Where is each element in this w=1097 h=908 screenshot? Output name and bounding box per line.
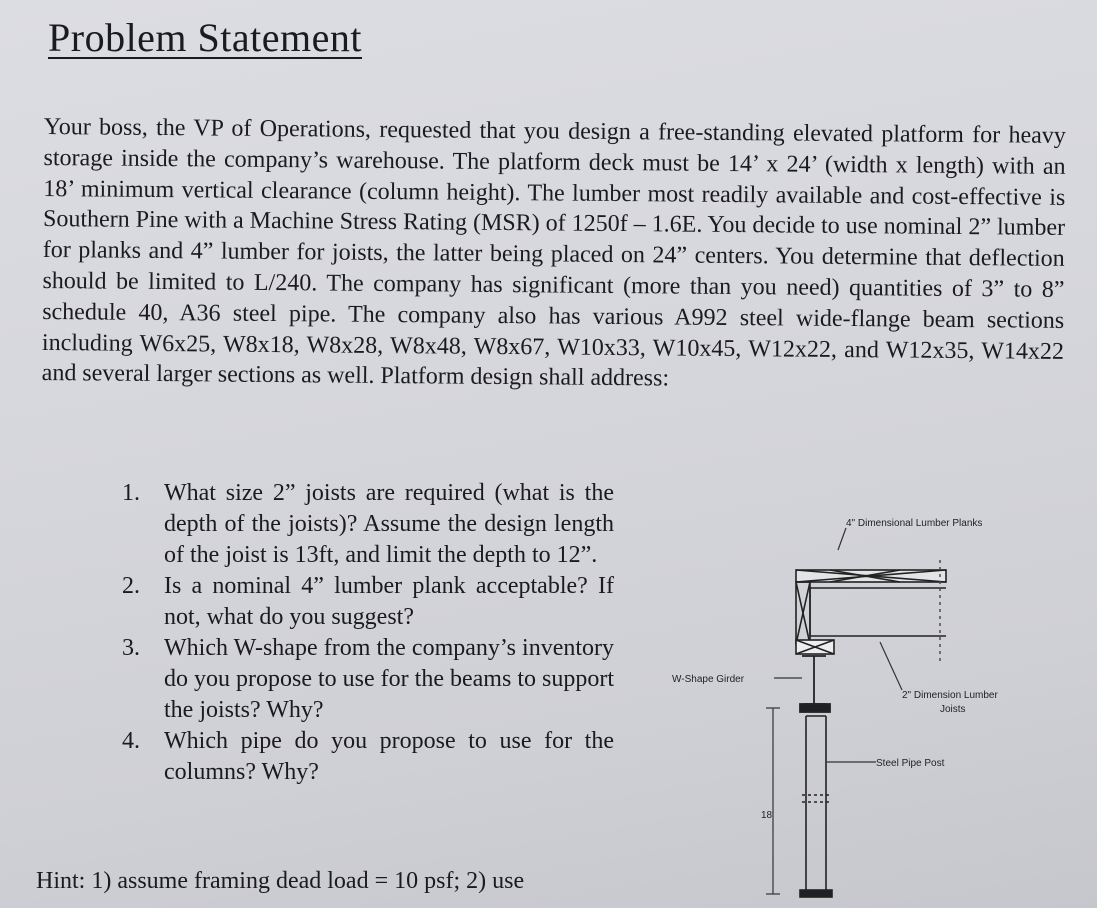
question-number: 2. (122, 573, 140, 599)
question-number: 4. (122, 728, 140, 754)
leader-lines (774, 528, 902, 762)
planks-label: 4" Dimensional Lumber Planks (846, 518, 983, 529)
question-item (122, 726, 614, 788)
question-item (122, 478, 614, 571)
joists-label-line2: Joists (940, 704, 966, 715)
girder-label: W-Shape Girder (672, 674, 745, 685)
question-text: Is a nominal 4” lumber plank acceptable? If not, what do you suggest? (164, 573, 614, 630)
question-list (122, 478, 614, 788)
joist-member (810, 588, 946, 636)
hint-text: Hint: 1) assume framing dead load = 10 psf; 2) use (36, 868, 525, 894)
height-label: 18' (761, 810, 775, 821)
question-text: Which pipe do you propose to use for the columns? Why? (164, 728, 614, 785)
question-item (122, 571, 614, 633)
question-text: Which W-shape from the company’s inventory do you propose to use for the beams to support the joists? Why? (164, 635, 614, 723)
question-number: 3. (122, 635, 140, 661)
platform-section-diagram (640, 490, 1060, 908)
plank-layer (796, 570, 946, 582)
steel-pipe-post (800, 716, 832, 897)
question-text: What size 2” joists are required (what is the depth of the joists)? Assume the design length of the joist is 13ft, and limit the depth to 12”. (164, 480, 614, 568)
post-label: Steel Pipe Post (876, 758, 945, 769)
problem-paragraph: Your boss, the VP of Operations, requested that you design a free-standing elevated platform for heavy storage inside the company’s warehouse. The platform deck must be 14’ x 24’ (width x length) with an 18’ minimum vertical clearance (column height). The lumber most readily available and cost-effective is Southern Pine with a Machine Stress Rating (MSR) of 1250f – 1.6E. You decide to use nominal 2” lumber for planks and 4” lumber for joists, the latter being placed on 24” centers. You determine that deflection should be limited to L/240. The company has significant (more than you need) quantities of 3” to 8” schedule 40, A36 steel pipe. The company also has various A992 steel wide-flange beam sections including W6x25, W8x18, W8x28, W8x48, W8x67, W10x33, W10x45, W12x22, and W12x35, W14x22 and several larger sections as well. Platform design shall address: (41, 113, 1066, 392)
w-shape-girder (800, 656, 830, 712)
height-dimension (766, 708, 780, 894)
question-number: 1. (122, 480, 140, 506)
page-title: Problem Statement (48, 15, 363, 60)
question-item (122, 633, 614, 726)
joists-label-line1: 2" Dimension Lumber (902, 690, 998, 701)
rim-joist (796, 582, 834, 654)
